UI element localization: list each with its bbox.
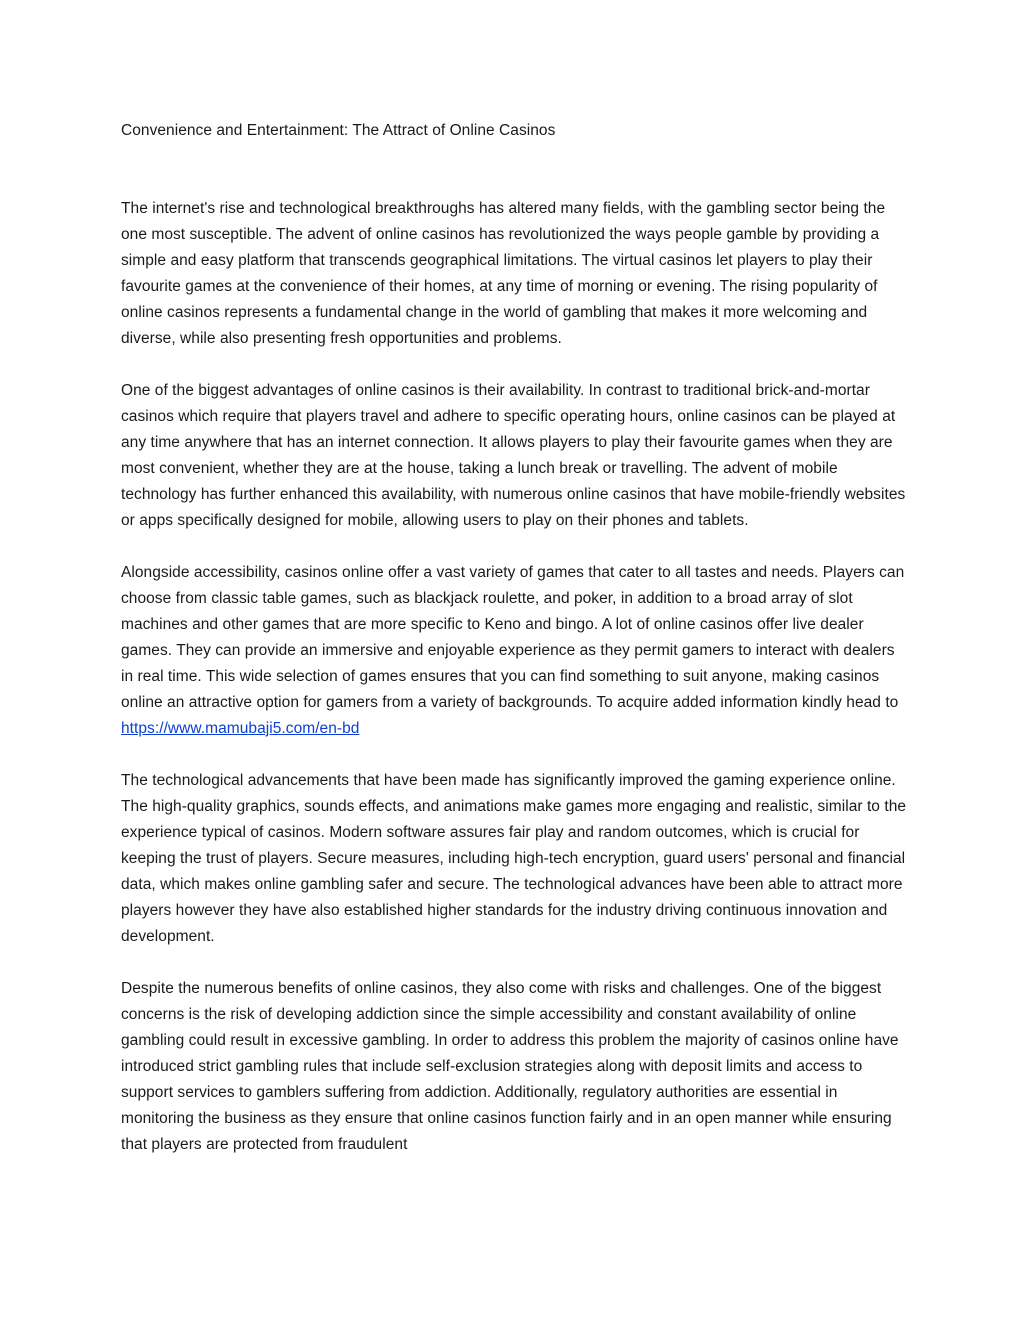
paragraph-1: The internet's rise and technological breakthroughs has altered many fields, with the gambling sector being the one most susceptible. The advent of online casinos has revolutionized the ways people gamble by providing a simple and easy platform that transcends geographical limitations. The virtual casinos let players to play their favourite games at the convenience of their homes, at any time of morning or evening. The rising popularity of online casinos represents a fundamental change in the world of gambling that makes it more welcoming and diverse, while also presenting fresh opportunities and problems. <box>121 200 886 347</box>
paragraph-5: Despite the numerous benefits of online casinos, they also come with risks and challenges. One of the biggest concerns is the risk of developing addiction since the simple accessibility and constant availability of online gambling could result in excessive gambling. In order to address this problem the majority of casinos online have introduced strict gambling rules that include self-exclusion strategies along with deposit limits and access to support services to gamblers suffering from addiction. Additionally, regulatory authorities are essential in monitoring the business as they ensure that online casinos function fairly and in an open manner while ensuring that players are protected from fraudulent <box>121 980 899 1153</box>
paragraph-2: One of the biggest advantages of online casinos is their availability. In contrast to traditional brick-and-mortar casinos which require that players travel and adhere to specific operating hours, online casinos can be played at any time anywhere that has an internet connection. It allows players to play their favourite games when they are most convenient, whether they are at the house, taking a lunch break or travelling. The advent of mobile technology has further enhanced this availability, with numerous online casinos that have mobile-friendly websites or apps specifically designed for mobile, allowing users to play on their phones and tablets. <box>121 382 906 529</box>
paragraph-3-text: Alongside accessibility, casinos online offer a vast variety of games that cater to all tastes and needs. Players can choose from classic table games, such as blackjack roulette, and poker, in addition to a broad array of slot machines and other games that are more specific to Keno and bingo. A lot of online casinos offer live dealer games. They can provide an immersive and enjoyable experience as they permit gamers to interact with dealers in real time. This wide selection of games ensures that you can find something to suit anyone, making casinos online an attractive option for gamers from a variety of backgrounds. To acquire added information kindly head to <box>121 564 905 711</box>
external-link[interactable]: https://www.mamubaji5.com/en-bd <box>121 720 360 737</box>
document-title: Convenience and Entertainment: The Attract of Online Casinos <box>121 122 556 139</box>
paragraph-3 <box>121 560 907 742</box>
document-page <box>121 118 907 1184</box>
paragraph-4: The technological advancements that have been made has significantly improved the gaming experience online. The high-quality graphics, sounds effects, and animations make games more engaging and realistic, similar to the experience typical of casinos. Modern software assures fair play and random outcomes, which is crucial for keeping the trust of players. Secure measures, including high-tech encryption, guard users' personal and financial data, which makes online gambling safer and secure. The technological advances have been able to attract more players however they have also established higher standards for the industry driving continuous innovation and development. <box>121 772 907 945</box>
